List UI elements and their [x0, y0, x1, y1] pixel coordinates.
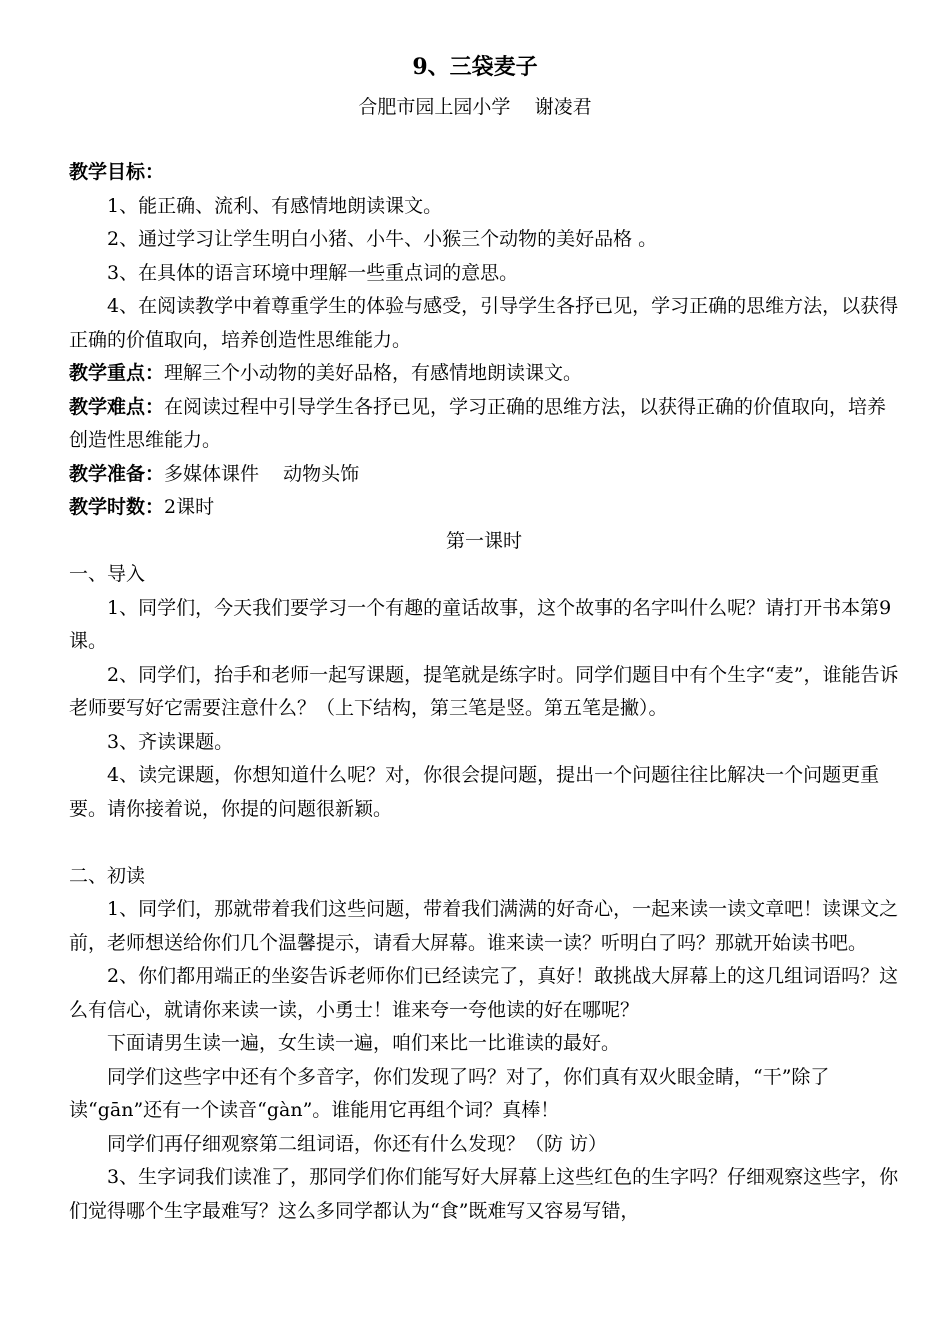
key-points-label: 教学重点：: [69, 362, 165, 384]
author-line: 合肥市园上园小学 谢凌君: [358, 96, 592, 118]
section-paragraph: 下面请男生读一遍，女生读一遍，咱们来比一比谁读的最好。: [107, 1032, 621, 1054]
section-paragraph: 3、生字词我们读准了，那同学们你们能写好大屏幕上这些红色的生字吗？仔细观察这些字，你们觉得哪个生字最难写？这么多同学都认为“食”既难写又容易写错，: [69, 1166, 899, 1222]
difficulties-label: 教学难点：: [69, 395, 165, 418]
lesson-heading: 第一课时: [445, 529, 522, 552]
section-paragraph: 同学们这些字中还有个多音字，你们发现了吗？对了，你们真有双火眼金睛，“干”除了读“gān”还有一个读音“gàn”。谁能用它再组个词？真棒！: [69, 1065, 830, 1121]
hours-label: 教学时数：: [69, 496, 165, 518]
preparation-label: 教学准备：: [69, 462, 165, 485]
section-paragraph: 2、你们都用端正的坐姿告诉老师你们已经读完了，真好！敢挑战大屏幕上的这几组词语吗？这么有信心，就请你来读一读，小勇士！谁来夸一夸他读的好在哪呢？: [69, 965, 899, 1021]
section-paragraph: 4、读完课题，你想知道什么呢？对，你很会提问题，提出一个问题往往比解决一个问题更重要。请你接着说，你提的问题很新颖。: [69, 764, 880, 820]
preparation: [69, 458, 899, 492]
section-paragraph: 2、同学们，抬手和老师一起写课题，提笔就是练字时。同学们题目中有个生字“麦”，谁能告诉老师要写好它需要注意什么？（上下结构，第三笔是竖。第五笔是撇）。: [69, 663, 899, 719]
document-body: [69, 156, 899, 1228]
objective-item: 2、通过学习让学生明白小猪、小牛、小猴三个动物的美好品格 。: [107, 228, 658, 250]
section-paragraph: 同学们再仔细观察第二组词语，你还有什么发现？（防 访）: [107, 1132, 608, 1155]
section-paragraph: 1、同学们，今天我们要学习一个有趣的童话故事，这个故事的名字叫什么呢？请打开书本第9课。: [69, 596, 892, 652]
difficulties-text: 在阅读过程中引导学生各抒已见，学习正确的思维方法，以获得正确的价值取向，培养创造性思维能力。: [69, 395, 887, 451]
difficulties: [69, 391, 899, 458]
preparation-text: 多媒体课件 动物头饰: [164, 462, 360, 485]
section-paragraph: 3、齐读课题。: [107, 730, 234, 753]
objective-item: 3、在具体的语言环境中理解一些重点词的意思。: [107, 261, 519, 284]
objective-item: 4、在阅读教学中着尊重学生的体验与感受，引导学生各抒已见，学习正确的思维方法，以获得正确的价值取向，培养创造性思维能力。: [69, 295, 899, 351]
section-paragraph: 1、同学们，那就带着我们这些问题，带着我们满满的好奇心，一起来读一读文章吧！读课文之前，老师想送给你们几个温馨提示，请看大屏幕。谁来读一读？听明白了吗？那就开始读书吧。: [69, 898, 899, 954]
objective-item: 1、能正确、流利、有感情地朗读课文。: [107, 194, 443, 217]
objectives-heading: 教学目标：: [69, 161, 165, 183]
section-heading: 二、初读: [69, 864, 146, 887]
key-points-text: 理解三个小动物的美好品格，有感情地朗读课文。: [164, 362, 583, 384]
lesson-title: 9、三袋麦子: [412, 54, 538, 80]
blank-line: [69, 826, 899, 860]
hours-text: 2课时: [164, 496, 215, 518]
section-heading: 一、导入: [69, 563, 146, 585]
teaching-hours: [69, 491, 899, 525]
key-points: [69, 357, 899, 391]
